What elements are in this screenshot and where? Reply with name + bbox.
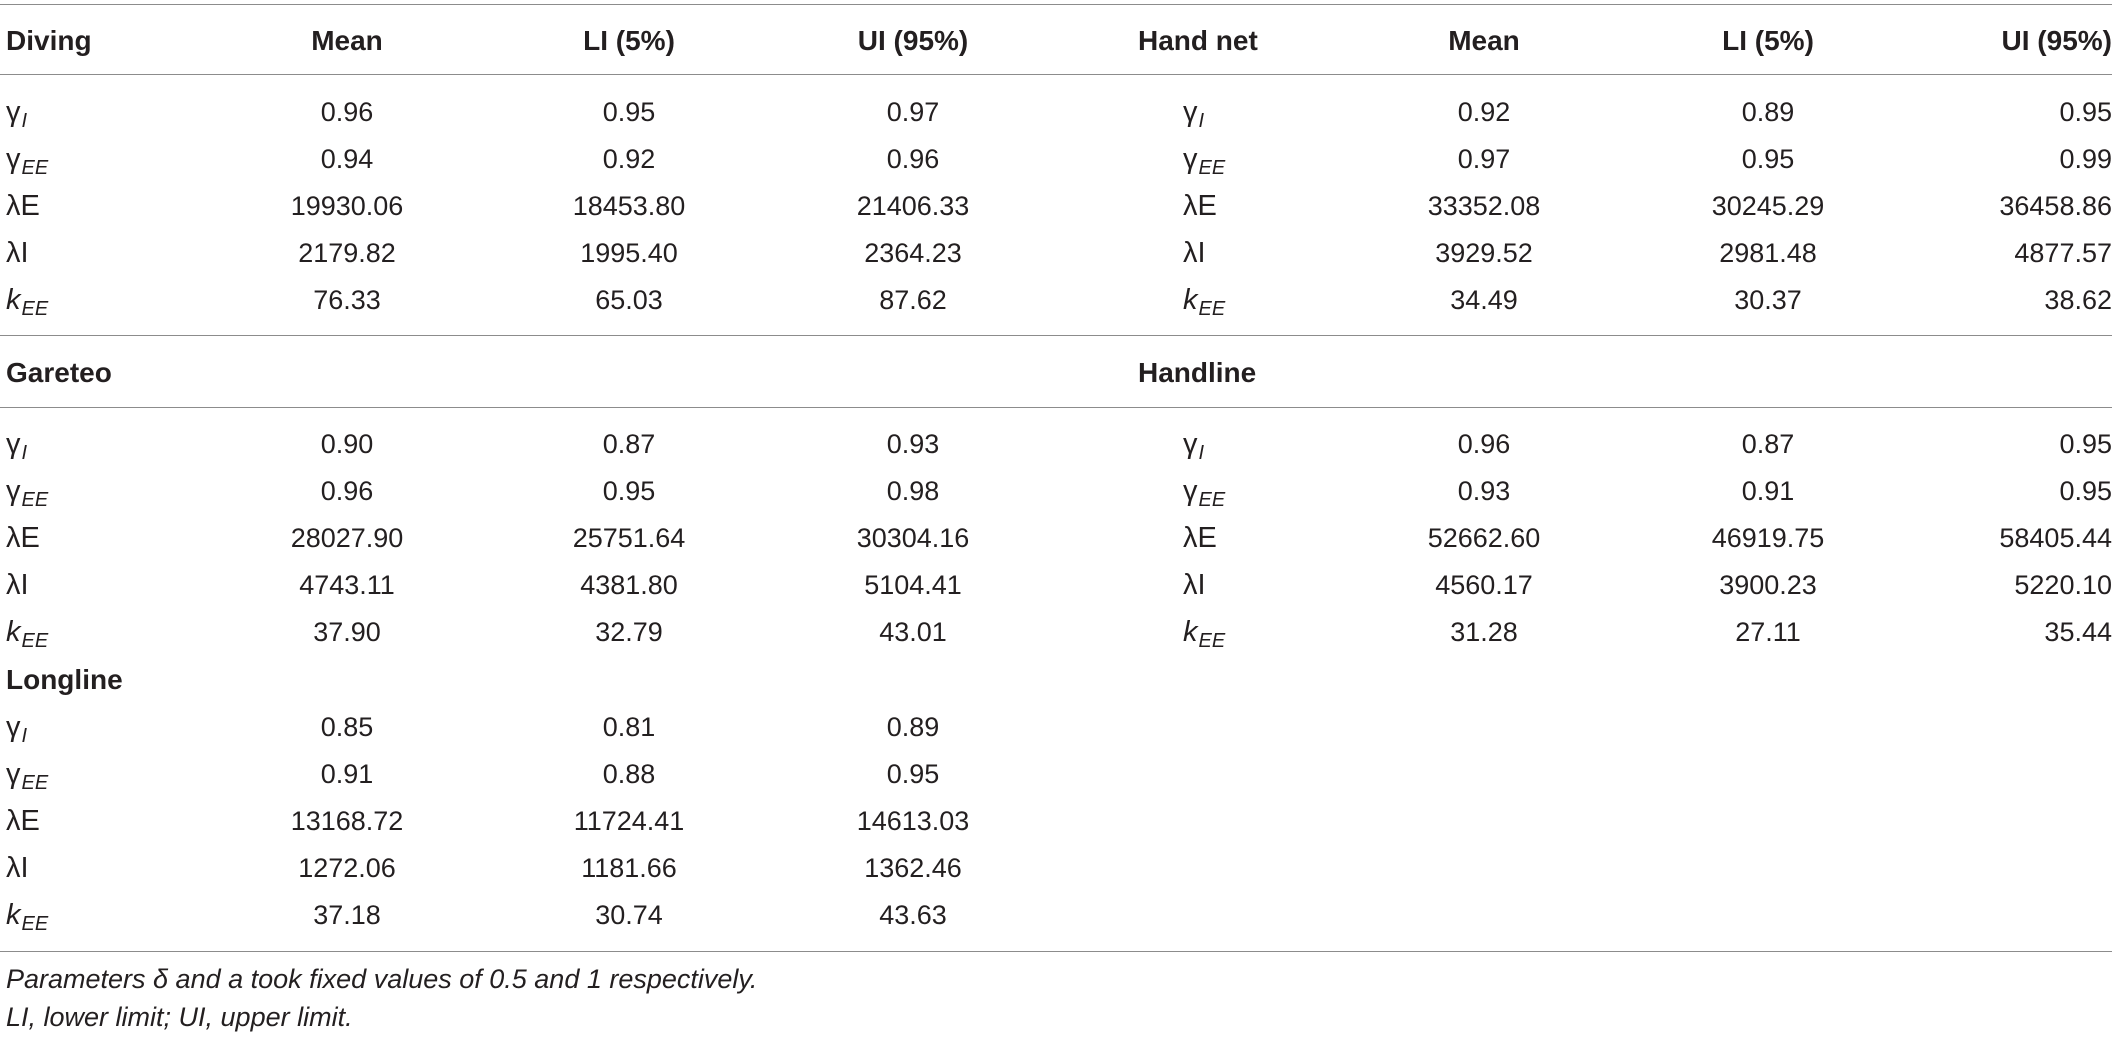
value-cell-handline: 5220.10 <box>2014 570 2112 600</box>
parameter-symbol-hand_net <box>1183 136 1225 183</box>
k-ee-symbol: $k_{EE}$ <box>6 899 49 935</box>
value-cell-diving: 0.96 <box>320 97 374 127</box>
gamma-ee-symbol: $\gamma_{EE}$ <box>1183 143 1226 179</box>
table-row <box>0 183 2118 230</box>
value-cell-handline: 0.95 <box>2059 429 2112 459</box>
value-cell-hand_net: 33352.08 <box>1427 191 1541 221</box>
lambda-i-symbol: λI <box>6 852 29 884</box>
gamma-ee-symbol: $\gamma_{EE}$ <box>1183 475 1226 511</box>
value-cell-gareteo: 0.95 <box>602 476 656 506</box>
value-cell-handline: 0.91 <box>1741 476 1795 506</box>
value-cell-hand_net: 30245.29 <box>1711 191 1825 221</box>
parameter-symbol-diving <box>6 136 48 183</box>
header-mean-right: Mean <box>1448 25 1520 56</box>
parameter-symbol-handline <box>1183 468 1225 515</box>
value-cell-gareteo: 5104.41 <box>864 570 962 600</box>
value-cell-handline: 3900.23 <box>1719 570 1817 600</box>
gamma-i-symbol: $\gamma_I$ <box>6 711 28 747</box>
parameter-symbol-gareteo <box>6 421 27 468</box>
parameter-symbol-gareteo <box>6 515 40 562</box>
footnote-abbrev: LI, lower limit; UI, upper limit. <box>6 1002 353 1032</box>
header-mean-left: Mean <box>311 25 383 56</box>
header-diving: Diving <box>6 25 92 56</box>
value-cell-handline: 27.11 <box>1735 617 1801 647</box>
header-ui-left: UI (95%) <box>857 25 969 56</box>
parameter-symbol-handline <box>1183 609 1225 656</box>
gamma-i-symbol: $\gamma_I$ <box>1183 96 1205 132</box>
header-ui-right: UI (95%) <box>2001 25 2112 56</box>
parameter-symbol-hand_net <box>1183 230 1206 277</box>
value-cell-handline: 46919.75 <box>1711 523 1825 553</box>
lambda-e-symbol: λE <box>6 805 40 837</box>
parameter-symbol-hand_net <box>1183 89 1204 136</box>
k-ee-symbol: $k_{EE}$ <box>6 284 49 320</box>
value-cell-hand_net: 2981.48 <box>1719 238 1817 268</box>
value-cell-gareteo: 43.01 <box>879 617 947 647</box>
value-cell-gareteo: 0.87 <box>602 429 656 459</box>
value-cell-hand_net: 3929.52 <box>1435 238 1533 268</box>
footnote-params: Parameters δ and a took fixed values of 0.5 and 1 respectively. <box>6 964 758 994</box>
parameter-symbol-gareteo <box>6 468 48 515</box>
bottom-rule <box>0 951 2112 952</box>
value-cell-hand_net: 0.95 <box>2059 97 2112 127</box>
table-row <box>0 892 2118 939</box>
value-cell-gareteo: 28027.90 <box>290 523 404 553</box>
value-cell-longline: 37.18 <box>313 900 381 930</box>
lambda-i-symbol: λI <box>1183 237 1206 269</box>
value-cell-longline: 13168.72 <box>290 806 404 836</box>
table-row <box>0 562 2118 609</box>
value-cell-diving: 21406.33 <box>856 191 970 221</box>
k-ee-symbol: $k_{EE}$ <box>1183 616 1226 652</box>
k-ee-symbol: $k_{EE}$ <box>1183 284 1226 320</box>
parameter-symbol-longline <box>6 798 40 845</box>
value-cell-longline: 1181.66 <box>581 853 677 883</box>
value-cell-hand_net: 30.37 <box>1734 285 1802 315</box>
table-row <box>0 421 2118 468</box>
value-cell-gareteo: 0.93 <box>886 429 940 459</box>
value-cell-diving: 0.97 <box>886 97 940 127</box>
parameter-symbol-longline <box>6 892 48 939</box>
value-cell-gareteo: 4381.80 <box>580 570 678 600</box>
parameter-symbol-handline <box>1183 515 1217 562</box>
value-cell-hand_net: 0.92 <box>1457 97 1511 127</box>
value-cell-longline: 0.81 <box>602 712 656 742</box>
value-cell-longline: 0.85 <box>320 712 374 742</box>
value-cell-diving: 1995.40 <box>580 238 678 268</box>
value-cell-gareteo: 0.98 <box>886 476 940 506</box>
value-cell-hand_net: 38.62 <box>2044 285 2112 315</box>
value-cell-diving: 0.96 <box>886 144 940 174</box>
value-cell-gareteo: 32.79 <box>595 617 663 647</box>
top-rule <box>0 4 2112 5</box>
value-cell-diving: 2179.82 <box>298 238 396 268</box>
parameter-symbol-handline <box>1183 421 1204 468</box>
value-cell-longline: 11724.41 <box>573 806 685 836</box>
value-cell-diving: 2364.23 <box>864 238 962 268</box>
section-rule-2 <box>0 407 2112 408</box>
value-cell-hand_net: 34.49 <box>1450 285 1518 315</box>
value-cell-hand_net: 0.89 <box>1741 97 1795 127</box>
value-cell-longline: 1272.06 <box>298 853 396 883</box>
gamma-i-symbol: $\gamma_I$ <box>6 428 28 464</box>
value-cell-handline: 31.28 <box>1450 617 1518 647</box>
value-cell-handline: 0.96 <box>1457 429 1511 459</box>
value-cell-longline: 0.89 <box>886 712 940 742</box>
section-title-gareteo: Gareteo <box>6 357 112 388</box>
gamma-i-symbol: $\gamma_I$ <box>1183 428 1205 464</box>
value-cell-handline: 58405.44 <box>1999 523 2112 553</box>
table-row <box>0 704 2118 751</box>
parameter-symbol-hand_net <box>1183 277 1225 324</box>
table-row <box>0 136 2118 183</box>
section-title-handline: Handline <box>1138 357 1257 388</box>
value-cell-gareteo: 25751.64 <box>572 523 686 553</box>
gamma-ee-symbol: $\gamma_{EE}$ <box>6 475 49 511</box>
parameter-symbol-diving <box>6 183 40 230</box>
value-cell-longline: 30.74 <box>595 900 663 930</box>
value-cell-handline: 52662.60 <box>1427 523 1541 553</box>
parameter-symbol-longline <box>6 751 48 798</box>
lambda-e-symbol: λE <box>6 190 40 222</box>
header-li-right: LI (5%) <box>1722 25 1814 56</box>
value-cell-handline: 0.95 <box>2059 476 2112 506</box>
value-cell-diving: 87.62 <box>879 285 947 315</box>
parameter-symbol-diving <box>6 89 27 136</box>
value-cell-diving: 0.94 <box>320 144 374 174</box>
table-row <box>0 277 2118 324</box>
value-cell-handline: 0.93 <box>1457 476 1511 506</box>
lambda-i-symbol: λI <box>6 237 29 269</box>
header-hand-net: Hand net <box>1138 25 1258 56</box>
value-cell-hand_net: 0.97 <box>1457 144 1511 174</box>
parameter-symbol-gareteo <box>6 562 29 609</box>
parameter-symbol-diving <box>6 277 48 324</box>
value-cell-longline: 14613.03 <box>856 806 970 836</box>
parameter-symbol-gareteo <box>6 609 48 656</box>
lambda-e-symbol: λE <box>6 522 40 554</box>
table-row <box>0 515 2118 562</box>
value-cell-longline: 1362.46 <box>864 853 962 883</box>
value-cell-gareteo: 30304.16 <box>856 523 970 553</box>
lambda-e-symbol: λE <box>1183 522 1217 554</box>
gamma-i-symbol: $\gamma_I$ <box>6 96 28 132</box>
parameter-symbol-diving <box>6 230 29 277</box>
parameter-symbol-longline <box>6 845 29 892</box>
value-cell-handline: 0.87 <box>1741 429 1795 459</box>
table-row <box>0 751 2118 798</box>
value-cell-diving: 76.33 <box>313 285 381 315</box>
gamma-ee-symbol: $\gamma_{EE}$ <box>6 143 49 179</box>
value-cell-gareteo: 4743.11 <box>299 570 395 600</box>
value-cell-longline: 0.91 <box>320 759 374 789</box>
value-cell-diving: 0.92 <box>602 144 656 174</box>
value-cell-longline: 0.95 <box>886 759 940 789</box>
header-row <box>0 17 2118 64</box>
section-rule-1 <box>0 335 2112 336</box>
value-cell-diving: 19930.06 <box>290 191 404 221</box>
lambda-i-symbol: λI <box>6 569 29 601</box>
value-cell-hand_net: 0.95 <box>1741 144 1795 174</box>
gamma-ee-symbol: $\gamma_{EE}$ <box>6 758 49 794</box>
header-li-left: LI (5%) <box>583 25 675 56</box>
value-cell-longline: 43.63 <box>879 900 947 930</box>
table-row <box>0 230 2118 277</box>
table-row <box>0 845 2118 892</box>
table-row <box>0 468 2118 515</box>
value-cell-hand_net: 0.99 <box>2059 144 2112 174</box>
parameter-symbol-longline <box>6 704 27 751</box>
lambda-e-symbol: λE <box>1183 190 1217 222</box>
value-cell-handline: 35.44 <box>2044 617 2112 647</box>
table-row <box>0 798 2118 845</box>
table-row <box>0 609 2118 656</box>
value-cell-diving: 18453.80 <box>572 191 686 221</box>
value-cell-diving: 65.03 <box>595 285 663 315</box>
value-cell-diving: 0.95 <box>602 97 656 127</box>
header-rule <box>0 74 2112 75</box>
section-title-row-2 <box>0 349 2118 396</box>
value-cell-gareteo: 0.90 <box>320 429 374 459</box>
value-cell-gareteo: 0.96 <box>320 476 374 506</box>
section-title-longline: Longline <box>6 664 123 695</box>
value-cell-hand_net: 4877.57 <box>2014 238 2112 268</box>
parameter-symbol-handline <box>1183 562 1206 609</box>
value-cell-gareteo: 37.90 <box>313 617 381 647</box>
value-cell-hand_net: 36458.86 <box>1999 191 2112 221</box>
value-cell-handline: 4560.17 <box>1435 570 1533 600</box>
parameter-symbol-hand_net <box>1183 183 1217 230</box>
lambda-i-symbol: λI <box>1183 569 1206 601</box>
section-title-row-3 <box>0 656 2118 703</box>
value-cell-longline: 0.88 <box>602 759 656 789</box>
k-ee-symbol: $k_{EE}$ <box>6 616 49 652</box>
table-row <box>0 89 2118 136</box>
